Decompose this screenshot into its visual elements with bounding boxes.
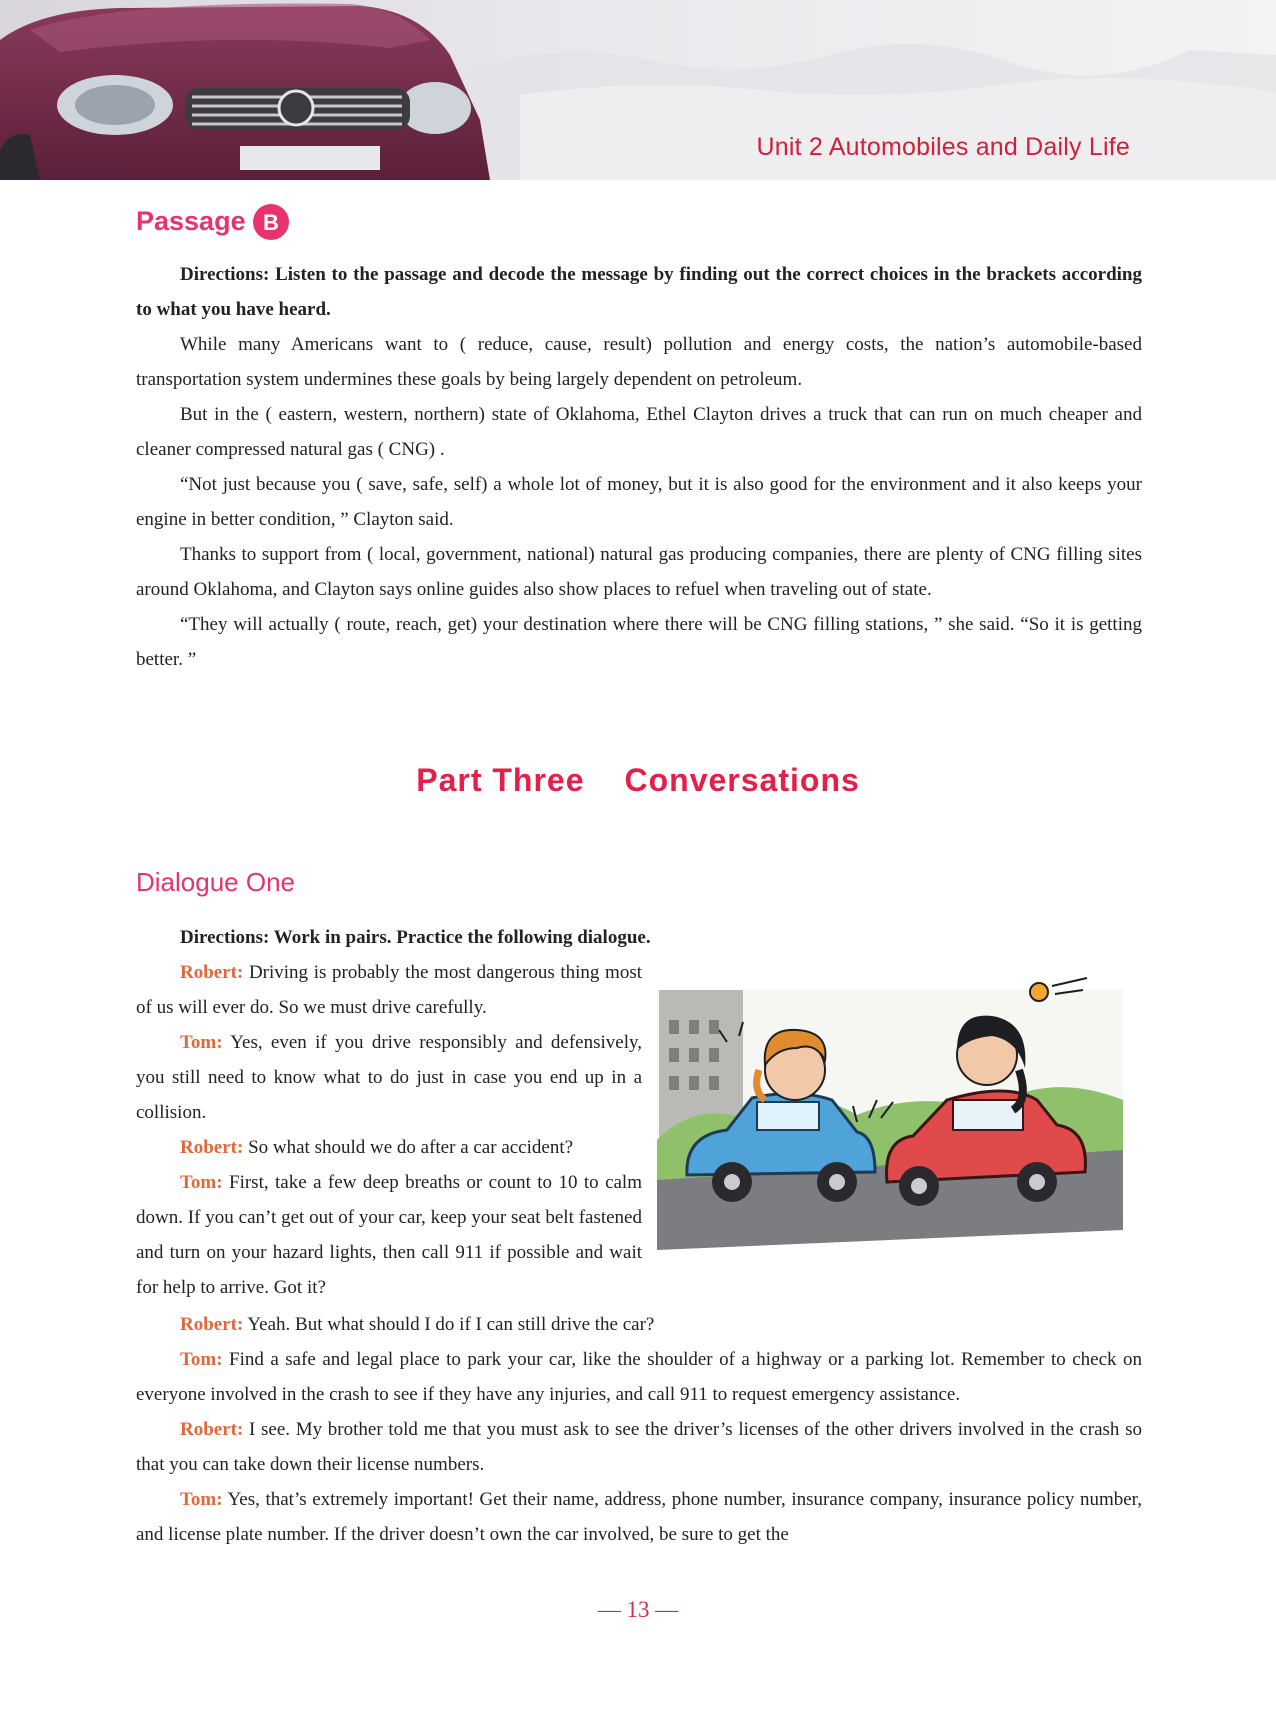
dialogue-text: Driving is probably the most dangerous thing most of us will ever do. So we must drive carefully. xyxy=(136,962,642,1018)
page-number: — 13 — xyxy=(597,1597,679,1622)
speaker-name: Robert: xyxy=(180,1314,244,1335)
passage-paragraph: While many Americans want to ( reduce, cause, result) pollution and energy costs, the nation’s automobile-based transportation system undermines these goals by being largely dependent on petroleum. xyxy=(136,334,1142,390)
dialogue-line xyxy=(136,1342,1142,1412)
dialogue-line xyxy=(136,1130,642,1165)
dialogue-line xyxy=(136,1412,1142,1482)
dialogue-line xyxy=(136,1025,642,1130)
passage-paragraph: “They will actually ( route, reach, get) your destination where there will be CNG filling stations, ” she said. “So it is getting better. ” xyxy=(136,614,1142,670)
dialogue-wide-column xyxy=(136,1307,1142,1552)
dialogue-text: So what should we do after a car accident? xyxy=(243,1137,574,1158)
passage-badge xyxy=(252,203,290,241)
speaker-name: Robert: xyxy=(180,962,244,983)
speaker-name: Robert: xyxy=(180,1419,244,1440)
unit-title: Unit 2 Automobiles and Daily Life xyxy=(756,133,1130,161)
passage-paragraph: Thanks to support from ( local, government, national) natural gas producing companies, there are plenty of CNG filling sites around Oklahoma, and Clayton says online guides also show places to refuel when traveling out of state. xyxy=(136,544,1142,600)
passage-badge-letter: B xyxy=(263,210,279,235)
dialogue-line xyxy=(136,1482,1142,1552)
speaker-name: Tom: xyxy=(180,1349,223,1370)
dialogue-title: Dialogue One xyxy=(136,867,295,897)
dialogue-text: First, take a few deep breaths or count to 10 to calm down. If you can’t get out of your car, keep your seat belt fastened and turn on your hazard lights, then call 911 if possible and wait for help to arrive. Got it? xyxy=(136,1172,642,1298)
part-title-name: Conversations xyxy=(624,762,860,798)
speaker-name: Robert: xyxy=(180,1137,244,1158)
speaker-name: Tom: xyxy=(180,1489,223,1510)
passage-paragraph: But in the ( eastern, western, northern) state of Oklahoma, Ethel Clayton drives a truck that can run on much cheaper and cleaner compressed natural gas ( CNG) . xyxy=(136,404,1142,460)
speaker-name: Tom: xyxy=(180,1172,223,1193)
dialogue-line xyxy=(136,1165,642,1305)
dialogue-text: Find a safe and legal place to park your car, like the shoulder of a highway or a parking lot. Remember to check on everyone involved in the crash to see if they have any injuries, and call 911 to request emergency assistance. xyxy=(136,1349,1142,1405)
page-header-banner xyxy=(0,0,1276,180)
dialogue-narrow-column xyxy=(136,920,651,1305)
speaker-name: Tom: xyxy=(180,1032,223,1053)
car-accident-cartoon xyxy=(657,950,1123,1255)
passage-directions: Directions: Listen to the passage and decode the message by finding out the correct choices in the brackets according to what you have heard. xyxy=(136,264,1142,320)
dialogue-line xyxy=(136,1307,1142,1342)
dialogue-text: Yeah. But what should I do if I can still drive the car? xyxy=(243,1314,655,1335)
passage-body xyxy=(136,257,1142,677)
dialogue-text: I see. My brother told me that you must ask to see the driver’s licenses of the other drivers involved in the crash so that you can take down their license numbers. xyxy=(136,1419,1142,1475)
dialogue-directions: Directions: Work in pairs. Practice the following dialogue. xyxy=(180,927,651,948)
dialogue-text: Yes, even if you drive responsibly and defensively, you still need to know what to do just in case you end up in a collision. xyxy=(136,1032,642,1123)
dialogue-text: Yes, that’s extremely important! Get their name, address, phone number, insurance company, insurance policy number, and license plate number. If the driver doesn’t own the car involved, be sure to get the xyxy=(136,1489,1142,1545)
part-title-number: Part Three xyxy=(416,762,585,798)
passage-label: Passage xyxy=(136,206,246,236)
dialogue-line xyxy=(136,955,642,1025)
part-title xyxy=(0,762,1276,799)
passage-paragraph: “Not just because you ( save, safe, self) a whole lot of money, but it is also good for the environment and it also keeps your engine in better condition, ” Clayton said. xyxy=(136,474,1142,530)
